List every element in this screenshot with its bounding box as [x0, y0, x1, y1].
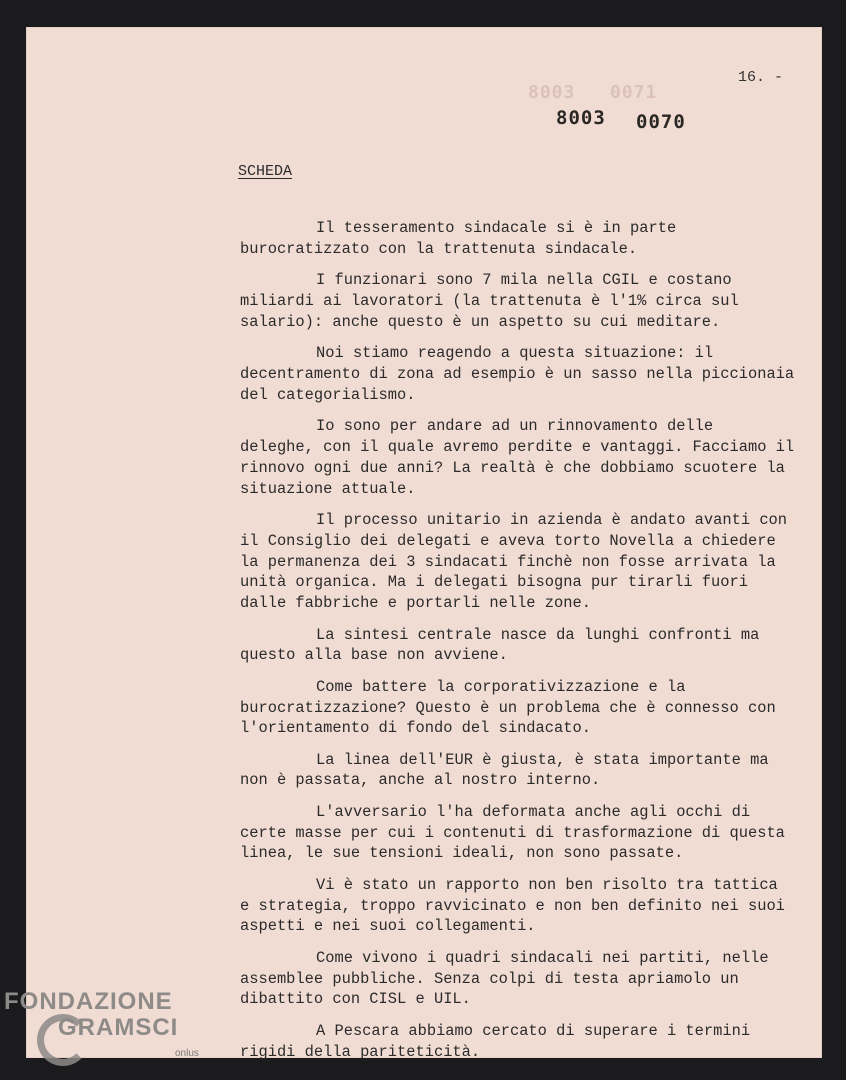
document-page	[26, 27, 822, 1061]
ghost-stamp-right: 0071	[610, 82, 658, 103]
ghost-stamp-left: 8003	[528, 82, 576, 103]
archive-stamp-left: 8003	[556, 107, 606, 129]
paragraph: La sintesi centrale nasce da lunghi confronti ma questo alla base non avviene.	[240, 625, 760, 665]
watermark-logo-icon	[37, 1014, 89, 1066]
paragraph: Io sono per andare ad un rinnovamento delle deleghe, con il quale avremo perdite e vantaggi. Facciamo il rinnovo ogni due anni? La realtà è che dobbiamo scuotere la situazione attuale.	[240, 417, 795, 498]
paragraph: Il tesseramento sindacale si è in parte burocratizzato con la trattenuta sindacale.	[240, 219, 677, 258]
paragraph: Il processo unitario in azienda è andato avanti con il Consiglio dei delegati e aveva torto Novella a chiedere la permanenza dei 3 sindacati finchè non fosse arrivata la unità organica. Ma i delegati bisogna pur tirarli fuori dalle fabbriche e portarli nelle zone.	[240, 510, 788, 613]
paragraph: Come vivono i quadri sindacali nei partiti, nelle assemblee pubbliche. Senza colpi di testa apriamolo un dibattito con CISL e UIL.	[240, 948, 769, 1009]
paragraph: Come battere la corporativizzazione e la burocratizzazione? Questo è un problema che è connesso con l'orientamento di fondo del sindacato.	[240, 677, 776, 738]
paragraph: L'avversario l'ha deformata anche agli occhi di certe masse per cui i contenuti di trasformazione di questa linea, le sue tensioni ideali, non sono passate.	[240, 802, 785, 863]
paragraph: La linea dell'EUR è giusta, è stata importante ma non è passata, anche al nostro interno.	[240, 750, 769, 790]
paragraph: A Pescara abbiamo cercato di superare i termini rigidi della pariteticità.	[240, 1021, 751, 1061]
watermark-line2: GRAMSCI	[58, 1014, 179, 1041]
fondazione-gramsci-watermark	[4, 988, 199, 1059]
document-body	[240, 218, 796, 1073]
watermark-line1: FONDAZIONE	[4, 988, 173, 1015]
archive-stamp-right: 0070	[636, 111, 686, 133]
watermark-onlus: onlus	[175, 1048, 199, 1059]
document-heading: SCHEDA	[238, 163, 293, 180]
paragraph: Vi è stato un rapporto non ben risolto tra tattica e strategia, troppo ravvicinato e non ben definito nei suoi aspetti e nei suoi collegamenti.	[240, 875, 785, 936]
paragraph: Noi stiamo reagendo a questa situazione: il decentramento di zona ad esempio è un sasso nella piccionaia del categorialismo.	[240, 344, 795, 404]
paragraph: I funzionari sono 7 mila nella CGIL e costano miliardi ai lavoratori (la trattenuta è l'1% circa sul salario): anche questo è un aspetto su cui meditare.	[240, 271, 739, 331]
page-number: 16. -	[738, 69, 784, 86]
